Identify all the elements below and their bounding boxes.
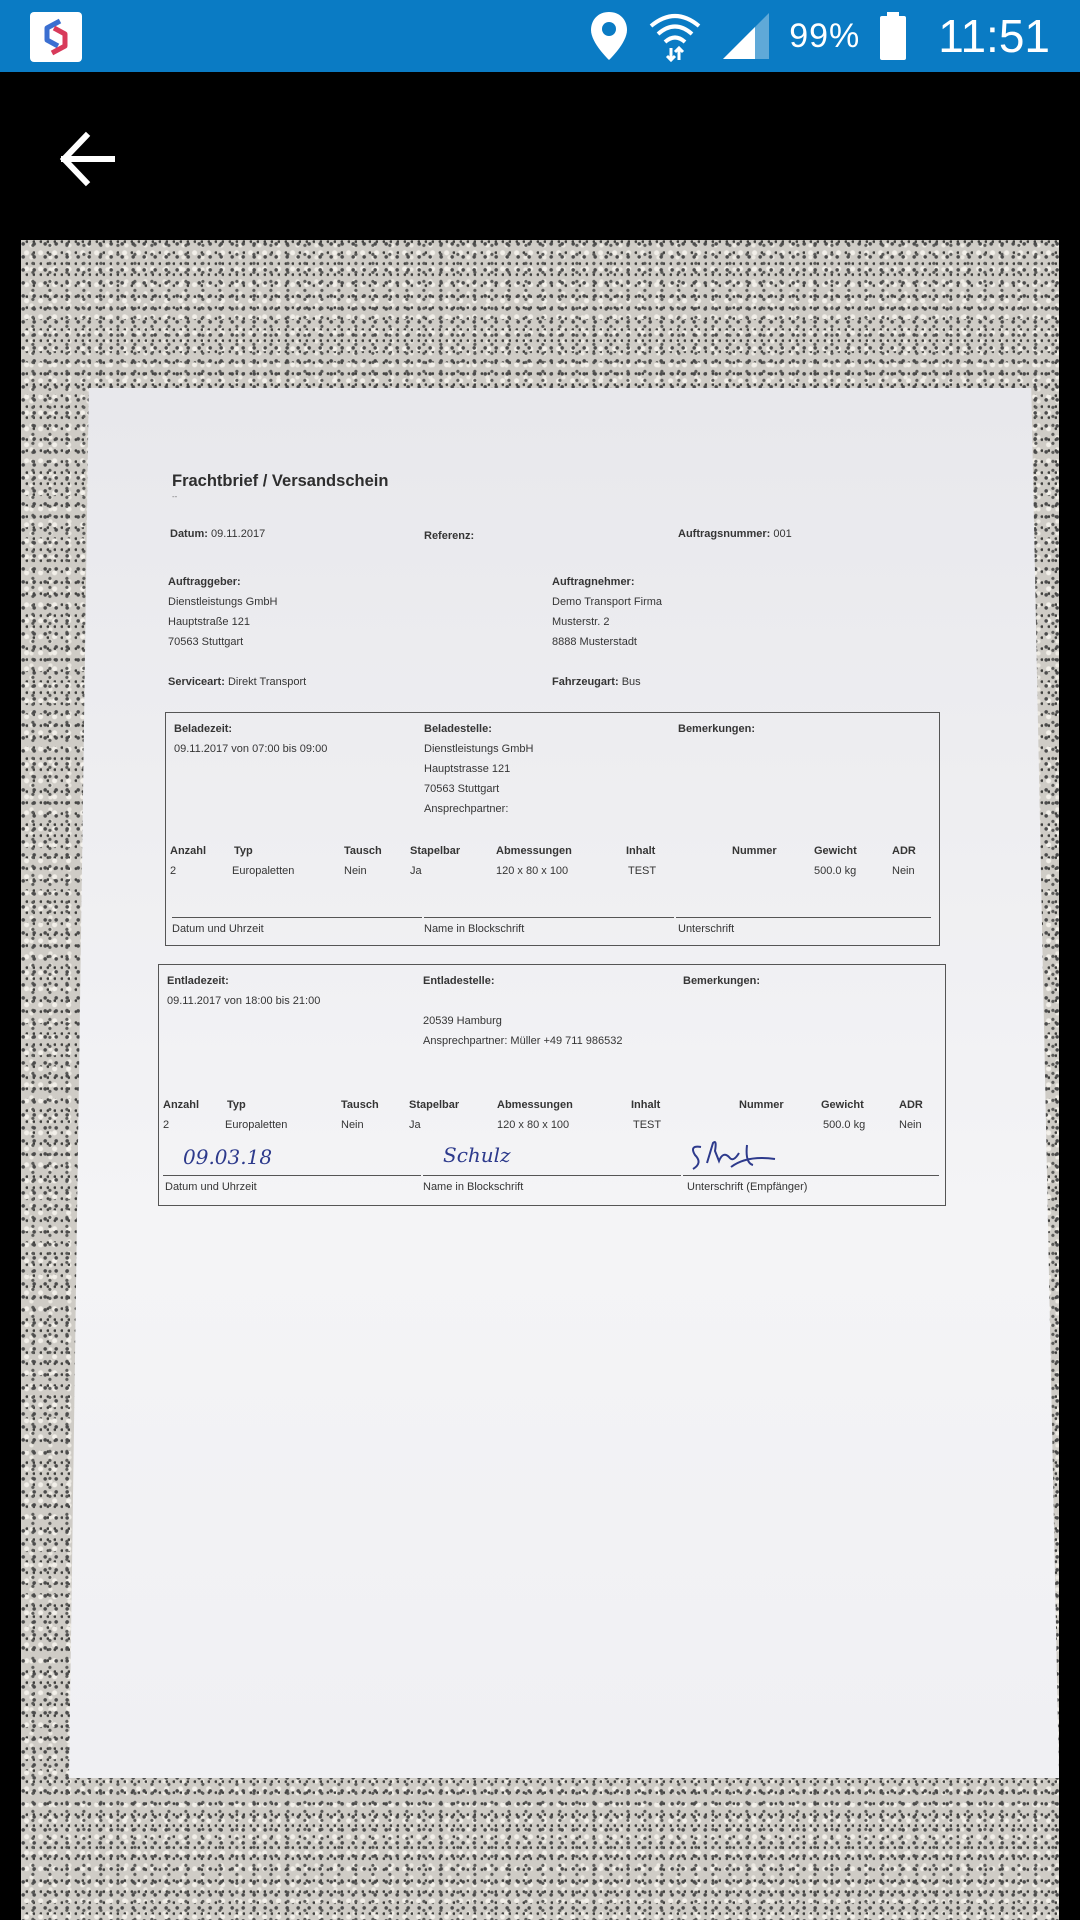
beladung-th-nummer: Nummer [732,845,777,857]
document-subtitle: -- [172,492,178,501]
auftragnehmer-label: Auftragnehmer: [552,576,635,588]
auftragnehmer-block [552,572,662,652]
beladung-th-anzahl: Anzahl [170,845,207,857]
entladung-td-adr: Nein [899,1119,922,1131]
app-logo-icon [30,12,82,62]
entladung-box [158,964,946,1206]
beladung-td-inhalt: TEST [628,865,657,877]
beladung-sigline-1 [172,917,422,918]
beladung-th-typ: Typ [234,845,253,857]
beladezeit-label: Beladezeit: [174,723,233,735]
status-clock: 11:51 [938,10,1050,62]
beladung-sigline-2 [424,917,674,918]
entladung-sig-name-label: Name in Blockschrift [423,1181,524,1193]
beladung-sig-name-label: Name in Blockschrift [424,923,525,935]
beladung-td-gewicht: 500.0 kg [814,865,857,877]
datum-row [170,524,265,544]
document-title: Frachtbrief / Versandschein [172,472,389,490]
arrow-left-icon [52,124,122,194]
entladung-th-nummer: Nummer [739,1099,784,1111]
entladung-th-stapelbar: Stapelbar [409,1099,460,1111]
auftragnehmer-line1: Demo Transport Firma [552,596,663,608]
beladung-th-tausch: Tausch [344,845,382,857]
handwritten-date: 09.03.18 [183,1145,273,1169]
beladung-td-anzahl: 2 [170,865,177,877]
entladung-td-abmessungen: 120 x 80 x 100 [497,1119,570,1131]
auftraggeber-line3: 70563 Stuttgart [168,636,244,648]
beladung-td-tausch: Nein [344,865,367,877]
serviceart-row [168,672,306,692]
beladung-td-typ: Europaletten [232,865,295,877]
beladung-th-stapelbar: Stapelbar [410,845,461,857]
entladung-sig-unterschrift-label: Unterschrift (Empfänger) [687,1181,808,1193]
beladestelle-line3: 70563 Stuttgart [424,783,500,795]
datum-label: Datum: [170,528,208,540]
battery-percent: 99% [789,16,861,55]
entladung-th-gewicht: Gewicht [821,1099,864,1111]
entladestelle-line1: 20539 Hamburg [423,1015,502,1027]
referenz-label: Referenz: [424,530,475,542]
entladung-sig-datum-label: Datum und Uhrzeit [165,1181,257,1193]
battery-icon [878,10,908,62]
auftraggeber-line1: Dienstleistungs GmbH [168,596,278,608]
entladung-th-typ: Typ [227,1099,246,1111]
entladung-th-adr: ADR [899,1099,923,1111]
referenz-row [424,526,474,546]
entladung-th-abmessungen: Abmessungen [497,1099,573,1111]
entladung-td-gewicht: 500.0 kg [823,1119,866,1131]
beladung-td-stapelbar: Ja [410,865,422,877]
beladestelle-line4: Ansprechpartner: [424,803,509,815]
toolbar [0,72,1080,240]
beladung-sig-datum-label: Datum und Uhrzeit [172,923,264,935]
beladestelle-block [424,719,533,819]
entladung-th-anzahl: Anzahl [163,1099,200,1111]
entladestelle-block [423,971,622,1051]
beladezeit-block [174,719,327,759]
fahrzeugart-value: Bus [621,676,641,688]
beladung-sigline-3 [676,917,931,918]
entladestelle-label: Entladestelle: [423,975,495,987]
fahrzeugart-row [552,672,641,692]
beladung-bemerkungen-label: Bemerkungen: [678,723,756,735]
auftraggeber-line2: Hauptstraße 121 [168,616,250,628]
entladezeit-block [167,971,320,1011]
auftragnehmer-line3: 8888 Musterstadt [552,636,637,648]
handwritten-signature-icon [687,1137,783,1173]
entladung-td-inhalt: TEST [633,1119,662,1131]
beladung-th-gewicht: Gewicht [814,845,857,857]
beladung-sig-unterschrift-label: Unterschrift [678,923,735,935]
auftraggeber-label: Auftraggeber: [168,576,241,588]
entladung-td-tausch: Nein [341,1119,364,1131]
wifi-icon [647,10,703,62]
beladung-td-adr: Nein [892,865,915,877]
entladung-td-stapelbar: Ja [409,1119,421,1131]
datum-value: 09.11.2017 [210,528,266,540]
entladezeit-value: 09.11.2017 von 18:00 bis 21:00 [167,995,321,1007]
auftraggeber-block [168,572,277,652]
entladung-td-anzahl: 2 [163,1119,170,1131]
auftragsnummer-label: Auftragsnummer: [678,528,771,540]
entladung-sigline-2 [423,1175,681,1176]
entladung-th-inhalt: Inhalt [631,1099,661,1111]
beladung-td-abmessungen: 120 x 80 x 100 [496,865,569,877]
auftragsnummer-value: 001 [773,528,792,540]
entladung-td-typ: Europaletten [225,1119,288,1131]
entladung-sigline-3 [683,1175,939,1176]
beladestelle-label: Beladestelle: [424,723,492,735]
entladung-th-tausch: Tausch [341,1099,379,1111]
beladung-th-inhalt: Inhalt [626,845,656,857]
beladezeit-value: 09.11.2017 von 07:00 bis 09:00 [174,743,328,755]
entladung-bemerkungen-label: Bemerkungen: [683,975,761,987]
status-bar [0,0,1080,72]
serviceart-label: Serviceart: [168,676,225,688]
beladung-th-adr: ADR [892,845,916,857]
location-pin-icon [589,10,629,62]
entladung-sigline-1 [163,1175,421,1176]
auftragsnummer-row [678,524,792,544]
beladestelle-line2: Hauptstrasse 121 [424,763,511,775]
handwritten-name: Schulz [443,1143,511,1167]
back-button[interactable] [52,124,122,194]
beladestelle-line1: Dienstleistungs GmbH [424,743,534,755]
signal-icon [721,11,771,61]
beladung-th-abmessungen: Abmessungen [496,845,572,857]
entladestelle-line2: Ansprechpartner: Müller +49 711 986532 [423,1035,623,1047]
entladezeit-label: Entladezeit: [167,975,229,987]
fahrzeugart-label: Fahrzeugart: [552,676,619,688]
auftragnehmer-line2: Musterstr. 2 [552,616,610,628]
serviceart-value: Direkt Transport [227,676,307,688]
status-icons [589,0,1050,72]
beladung-box [165,712,940,946]
